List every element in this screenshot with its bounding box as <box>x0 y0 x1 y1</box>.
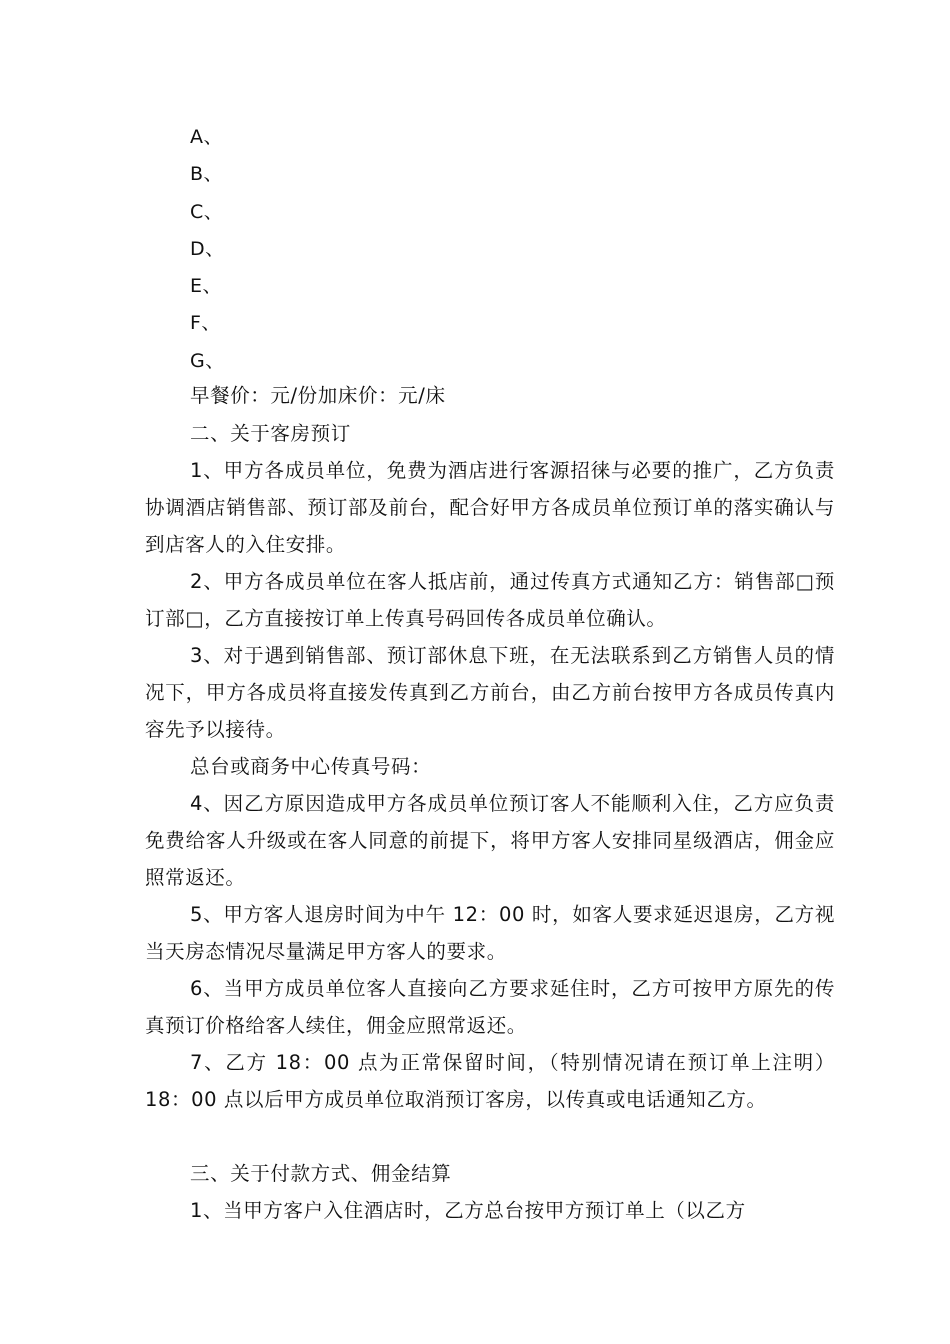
section-3-heading: 三、关于付款方式、佣金结算 <box>190 1162 452 1185</box>
section-2-paragraph-6: 6、当甲方成员单位客人直接向乙方要求延住时，乙方可按甲方原先的传真预订价格给客人续住，佣金应照常返还。 <box>145 977 835 1037</box>
price-line: 早餐价：元/份加床价：元/床 <box>190 384 446 407</box>
section-2-paragraph-4: 4、因乙方原因造成甲方各成员单位预订客人不能顺利入住，乙方应负责免费给客人升级或在客人同意的前提下，将甲方客人安排同星级酒店，佣金应照常返还。 <box>145 792 835 889</box>
option-d: D、 <box>190 238 225 260</box>
option-b: B、 <box>190 163 224 185</box>
section-2-paragraph-7: 7、乙方 18：00 点为正常保留时间，（特别情况请在预订单上注明）18：00 点以后甲方成员单位取消预订客房，以传真或电话通知乙方。 <box>145 1051 835 1111</box>
section-3-paragraph-1: 1、当甲方客户入住酒店时，乙方总台按甲方预订单上（以乙方 <box>190 1199 746 1222</box>
option-f: F、 <box>190 312 221 334</box>
fax-number-line: 总台或商务中心传真号码： <box>190 755 432 778</box>
section-2-heading: 二、关于客房预订 <box>190 422 351 445</box>
option-a: A、 <box>190 126 223 148</box>
section-2-paragraph-3: 3、对于遇到销售部、预订部休息下班，在无法联系到乙方销售人员的情况下，甲方各成员将直接发传真到乙方前台，由乙方前台按甲方各成员传真内容先予以接待。 <box>145 644 835 741</box>
option-c: C、 <box>190 201 224 223</box>
section-2-paragraph-5: 5、甲方客人退房时间为中午 12：00 时，如客人要求延迟退房，乙方视当天房态情况尽量满足甲方客人的要求。 <box>145 903 835 963</box>
option-g: G、 <box>190 350 225 372</box>
option-e: E、 <box>190 275 223 297</box>
section-2-paragraph-1: 1、甲方各成员单位，免费为酒店进行客源招徕与必要的推广，乙方负责协调酒店销售部、预订部及前台，配合好甲方各成员单位预订单的落实确认与到店客人的入住安排。 <box>145 459 835 556</box>
section-2-paragraph-2: 2、甲方各成员单位在客人抵店前，通过传真方式通知乙方：销售部□预订部□，乙方直接按订单上传真号码回传各成员单位确认。 <box>145 570 835 630</box>
